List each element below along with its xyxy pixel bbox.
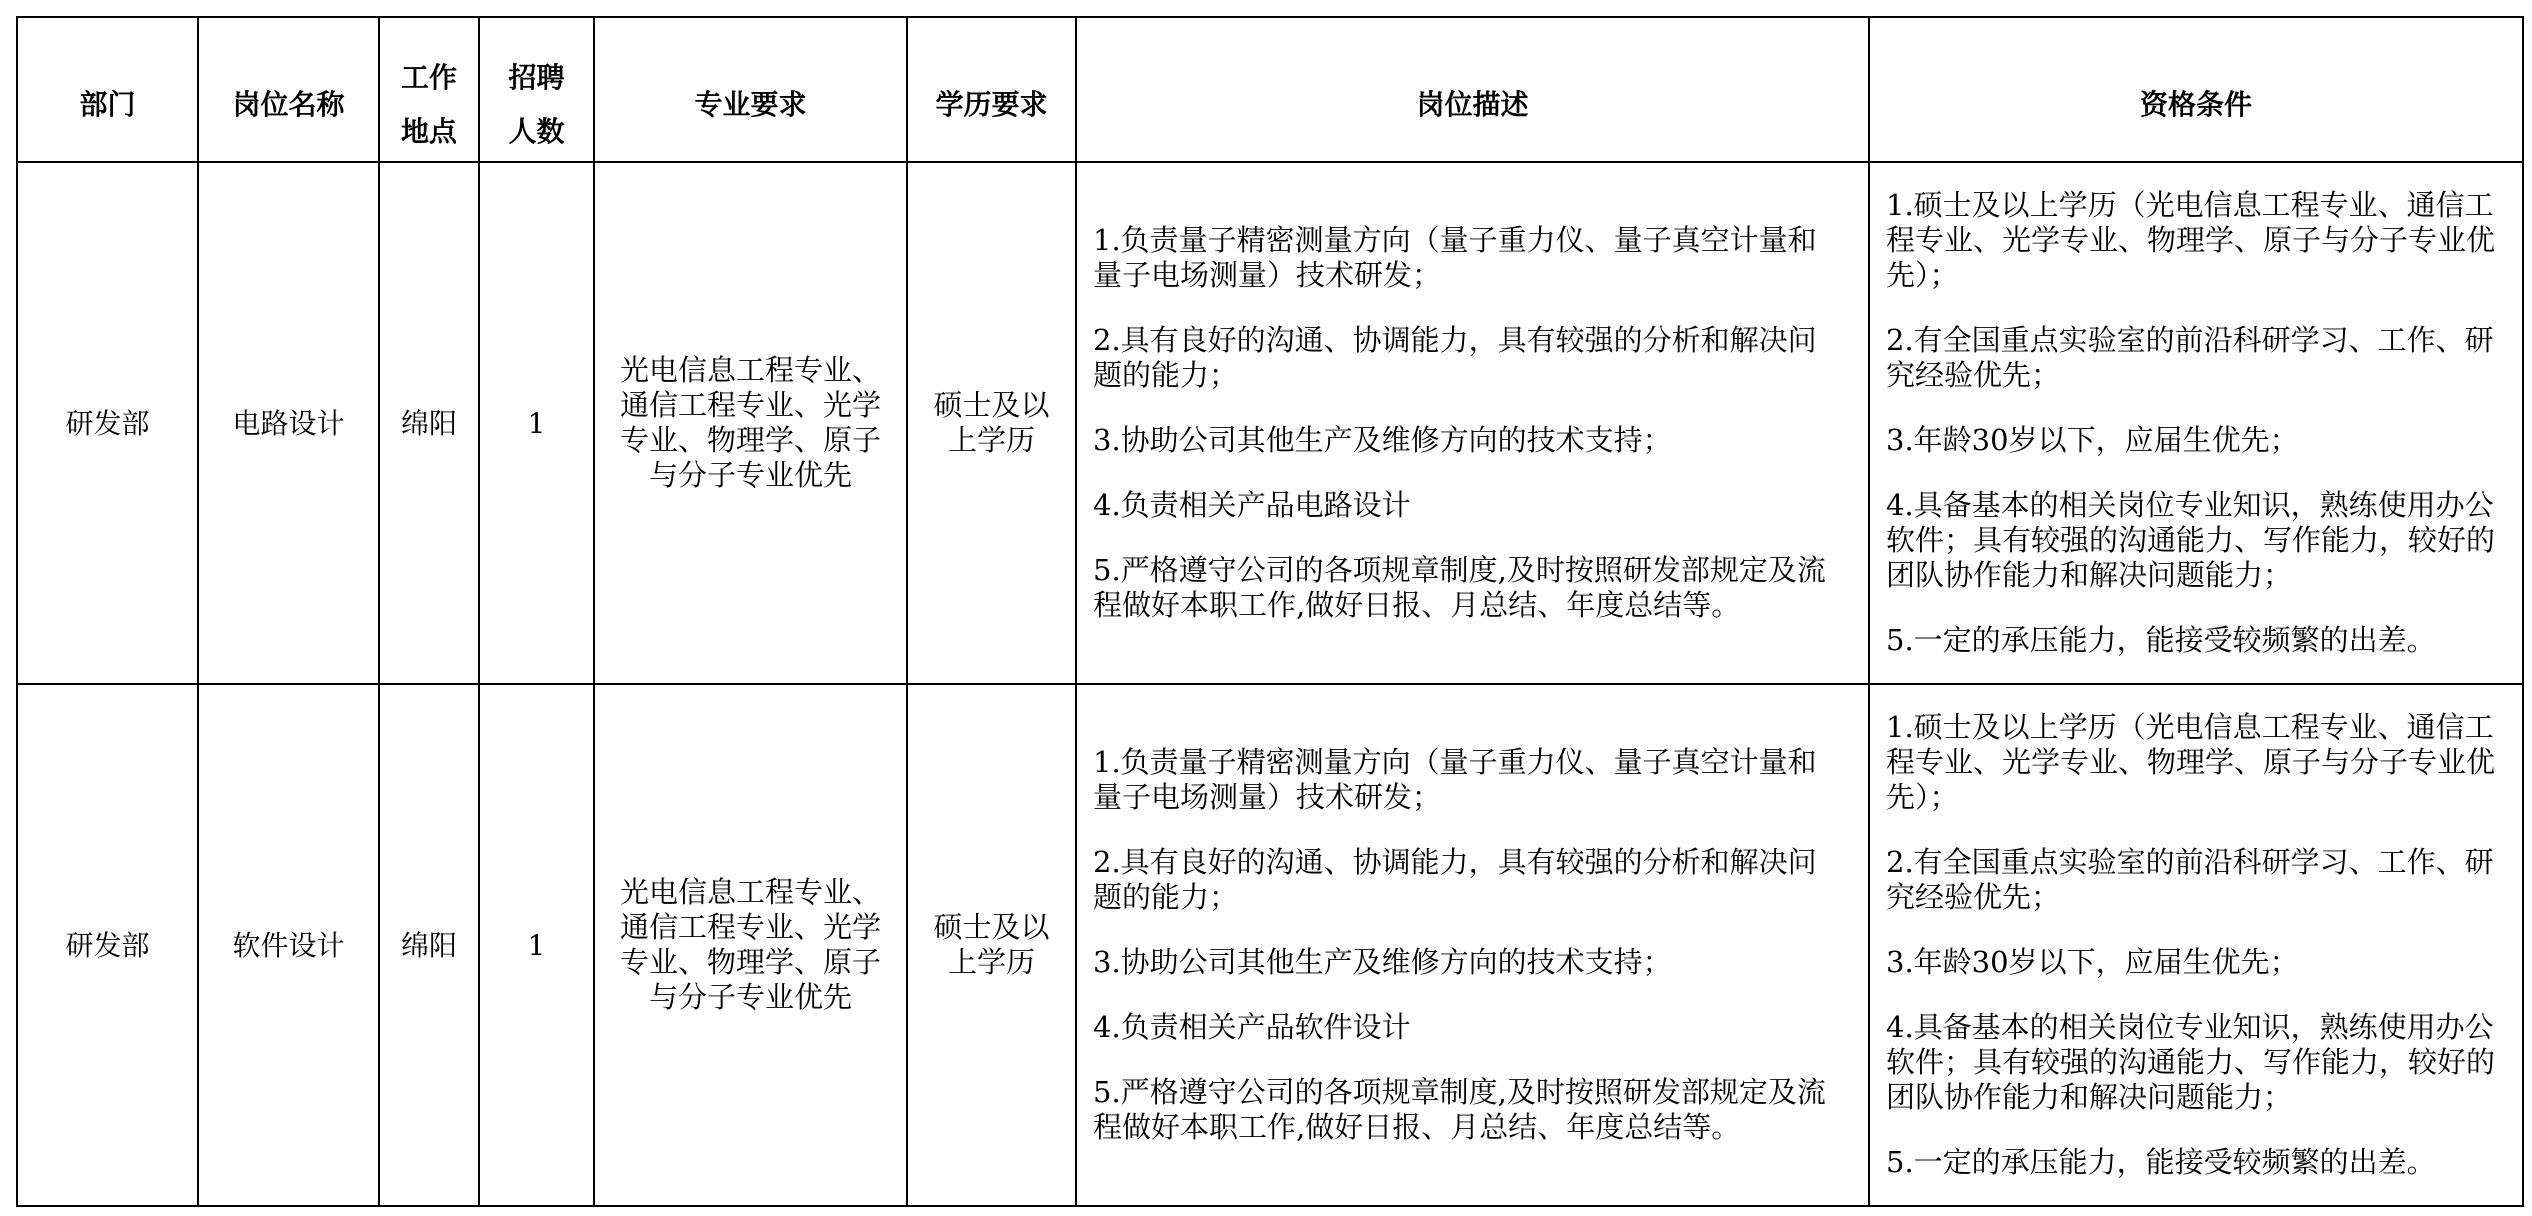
header-qualifications: 资格条件 [1869, 17, 2523, 162]
qualification-item: 4.具备基本的相关岗位专业知识，熟练使用办公软件；具有较强的沟通能力、写作能力，较好的团队协作能力和解决问题能力； [1886, 1010, 2496, 1114]
description-item: 3.协助公司其他生产及维修方向的技术支持； [1093, 945, 1672, 979]
qualification-item: 3.年龄30岁以下，应届生优先； [1886, 423, 2299, 457]
qualification-item: 5.一定的承压能力，能接受较频繁的出差。 [1886, 623, 2436, 657]
header-education: 学历要求 [907, 17, 1076, 162]
cell-location: 绵阳 [379, 684, 479, 1206]
cell-qualifications [1869, 162, 2523, 684]
cell-position: 电路设计 [198, 162, 379, 684]
qualification-item: 4.具备基本的相关岗位专业知识，熟练使用办公软件；具有较强的沟通能力、写作能力，较好的团队协作能力和解决问题能力； [1886, 488, 2496, 592]
header-description: 岗位描述 [1076, 17, 1869, 162]
header-row [17, 17, 2523, 162]
description-item: 4.负责相关产品电路设计 [1093, 488, 1411, 522]
cell-headcount: 1 [479, 684, 594, 1206]
qualification-item: 2.有全国重点实验室的前沿科研学习、工作、研究经验优先； [1886, 845, 2494, 914]
description-item: 2.具有良好的沟通、协调能力，具有较强的分析和解决问题的能力； [1093, 323, 1817, 392]
qualification-item: 3.年龄30岁以下，应届生优先； [1886, 945, 2299, 979]
cell-position: 软件设计 [198, 684, 379, 1206]
qualification-item: 1.硕士及以上学历（光电信息工程专业、通信工程专业、光学专业、物理学、原子与分子专业优先）； [1886, 710, 2496, 814]
cell-department: 研发部 [17, 684, 198, 1206]
header-location: 工作地点 [379, 17, 479, 162]
job-listing-table [16, 16, 2524, 1207]
cell-description [1076, 162, 1869, 684]
header-major: 专业要求 [594, 17, 907, 162]
job-row [17, 684, 2523, 1206]
description-item: 5.严格遵守公司的各项规章制度,及时按照研发部规定及流程做好本职工作,做好日报、月总结、年度总结等。 [1093, 1075, 1826, 1144]
cell-headcount: 1 [479, 162, 594, 684]
header-department: 部门 [17, 17, 198, 162]
cell-major: 光电信息工程专业、通信工程专业、光学专业、物理学、原子与分子专业优先 [594, 684, 907, 1206]
cell-department: 研发部 [17, 162, 198, 684]
description-item: 1.负责量子精密测量方向（量子重力仪、量子真空计量和量子电场测量）技术研发； [1093, 223, 1817, 292]
cell-qualifications [1869, 684, 2523, 1206]
cell-education: 硕士及以上学历 [907, 684, 1076, 1206]
header-headcount: 招聘人数 [479, 17, 594, 162]
cell-education: 硕士及以上学历 [907, 162, 1076, 684]
description-item: 5.严格遵守公司的各项规章制度,及时按照研发部规定及流程做好本职工作,做好日报、月总结、年度总结等。 [1093, 553, 1826, 622]
description-item: 3.协助公司其他生产及维修方向的技术支持； [1093, 423, 1672, 457]
cell-location: 绵阳 [379, 162, 479, 684]
header-position: 岗位名称 [198, 17, 379, 162]
description-item: 2.具有良好的沟通、协调能力，具有较强的分析和解决问题的能力； [1093, 845, 1817, 914]
description-item: 4.负责相关产品软件设计 [1093, 1010, 1411, 1044]
cell-description [1076, 684, 1869, 1206]
qualification-item: 1.硕士及以上学历（光电信息工程专业、通信工程专业、光学专业、物理学、原子与分子专业优先）； [1886, 188, 2496, 292]
qualification-item: 5.一定的承压能力，能接受较频繁的出差。 [1886, 1145, 2436, 1179]
job-row [17, 162, 2523, 684]
qualification-item: 2.有全国重点实验室的前沿科研学习、工作、研究经验优先； [1886, 323, 2494, 392]
cell-major: 光电信息工程专业、通信工程专业、光学专业、物理学、原子与分子专业优先 [594, 162, 907, 684]
description-item: 1.负责量子精密测量方向（量子重力仪、量子真空计量和量子电场测量）技术研发； [1093, 745, 1817, 814]
